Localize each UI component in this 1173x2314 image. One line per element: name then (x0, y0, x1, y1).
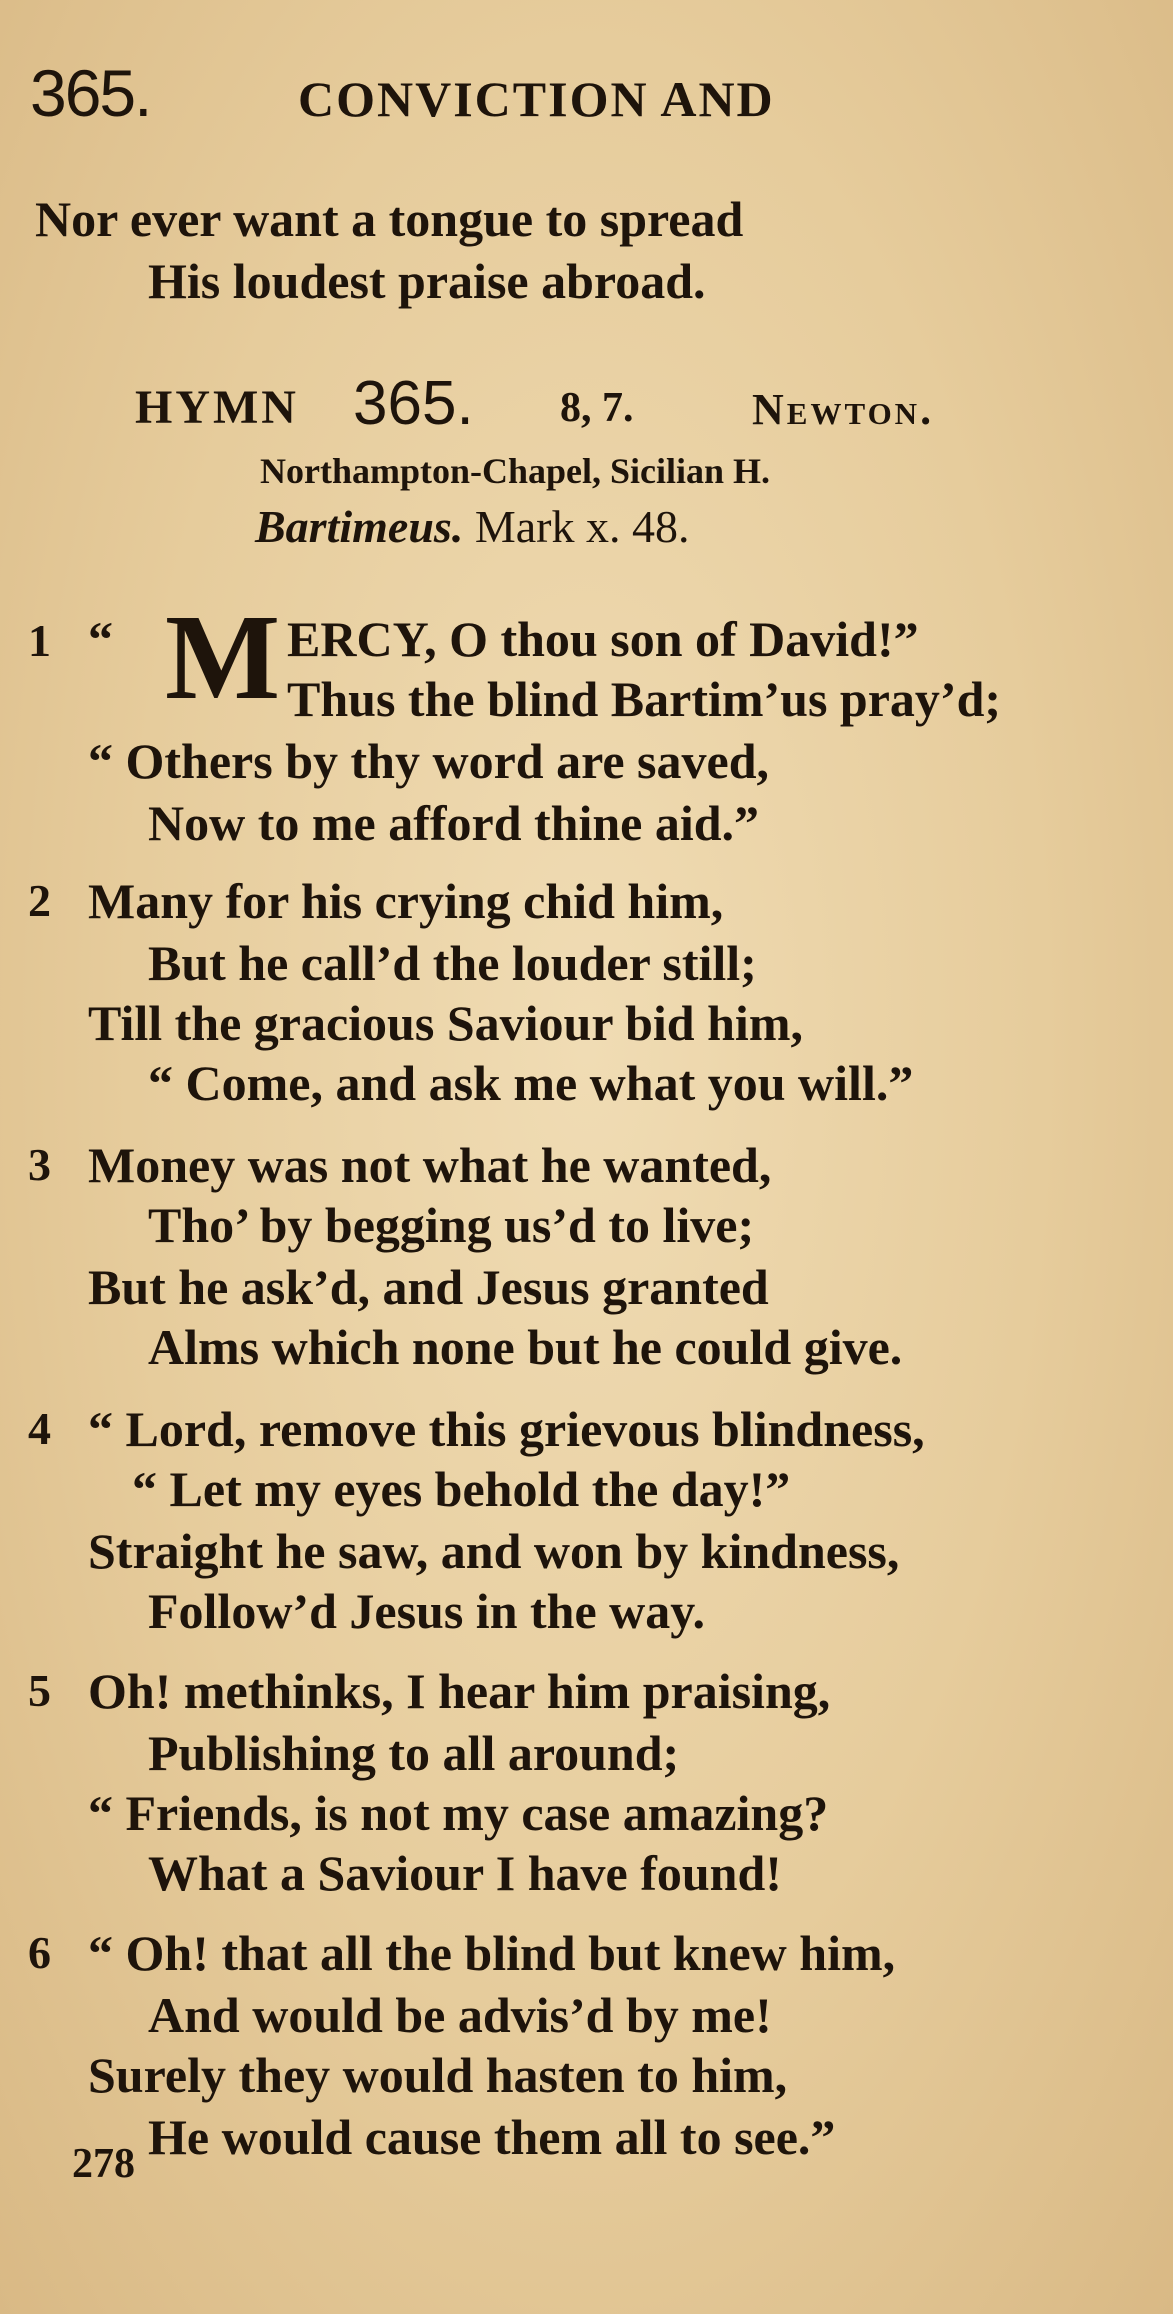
verse-line: Now to me afford thine aid.” (148, 795, 760, 851)
verse-number: 1 (28, 615, 51, 666)
running-title: CONVICTION AND (298, 71, 775, 127)
verse-line: ERCY, O thou son of David!” (287, 611, 919, 667)
verse-number: 4 (28, 1403, 51, 1454)
verse-line: Oh! methinks, I hear him praising, (88, 1663, 831, 1719)
verse-line: “ Let my eyes behold the day!” (132, 1461, 791, 1517)
verse-line: Till the gracious Saviour bid him, (88, 995, 803, 1051)
verse-line: Surely they would hasten to him, (88, 2047, 788, 2103)
scripture-reference: Mark x. 48. (474, 501, 690, 552)
verse-line: Many for his crying chid him, (88, 873, 724, 929)
verse-line: Follow’d Jesus in the way. (148, 1583, 706, 1639)
verse-line: “ Oh! that all the blind but knew him, (88, 1925, 896, 1981)
carryover-line-2: His loudest praise abroad. (148, 253, 706, 309)
verse-line: “ Lord, remove this grievous blindness, (88, 1401, 925, 1457)
page-number: 365. (30, 56, 151, 130)
tune-names: Northampton-Chapel, Sicilian H. (260, 451, 771, 491)
verse-line: Thus the blind Bartim’us pray’d; (287, 671, 1002, 727)
verse-line: But he call’d the louder still; (148, 935, 757, 991)
hymn-heading (135, 368, 1135, 458)
hymn-label: HYMN (135, 381, 299, 434)
subject-title: Bartimeus. (255, 501, 464, 552)
verse-number: 6 (28, 1927, 51, 1978)
verse-line: Money was not what he wanted, (88, 1137, 772, 1193)
hymn-number: 365. (353, 369, 474, 438)
drop-cap: M (165, 590, 281, 725)
signature-mark: 278 (72, 2141, 135, 2187)
page-header (30, 48, 1150, 138)
verse-line: Straight he saw, and won by kindness, (88, 1523, 900, 1579)
hymn-meter: 8, 7. (560, 385, 634, 431)
verse-line: And would be advis’d by me! (148, 1987, 772, 2043)
verse-number: 5 (28, 1665, 51, 1716)
hymn-subject (255, 500, 689, 553)
hymn-author: Newton. (752, 385, 935, 434)
carryover-line-1: Nor ever want a tongue to spread (35, 191, 744, 247)
verse-line: But he ask’d, and Jesus granted (88, 1259, 769, 1315)
verse-line: “ Others by thy word are saved, (88, 733, 770, 789)
verse-line: He would cause them all to see.” (148, 2109, 836, 2165)
verse-line: Alms which none but he could give. (148, 1319, 903, 1375)
open-quote: “ (88, 611, 113, 667)
verse-line: “ Friends, is not my case amazing? (88, 1785, 829, 1841)
verse-line: Tho’ by begging us’d to live; (148, 1197, 755, 1253)
verse-line: Publishing to all around; (148, 1725, 680, 1781)
verse-line: “ Come, and ask me what you will.” (148, 1055, 914, 1111)
verse-number: 2 (28, 875, 51, 926)
verse-number: 3 (28, 1139, 51, 1190)
verse-line: What a Saviour I have found! (148, 1845, 782, 1901)
